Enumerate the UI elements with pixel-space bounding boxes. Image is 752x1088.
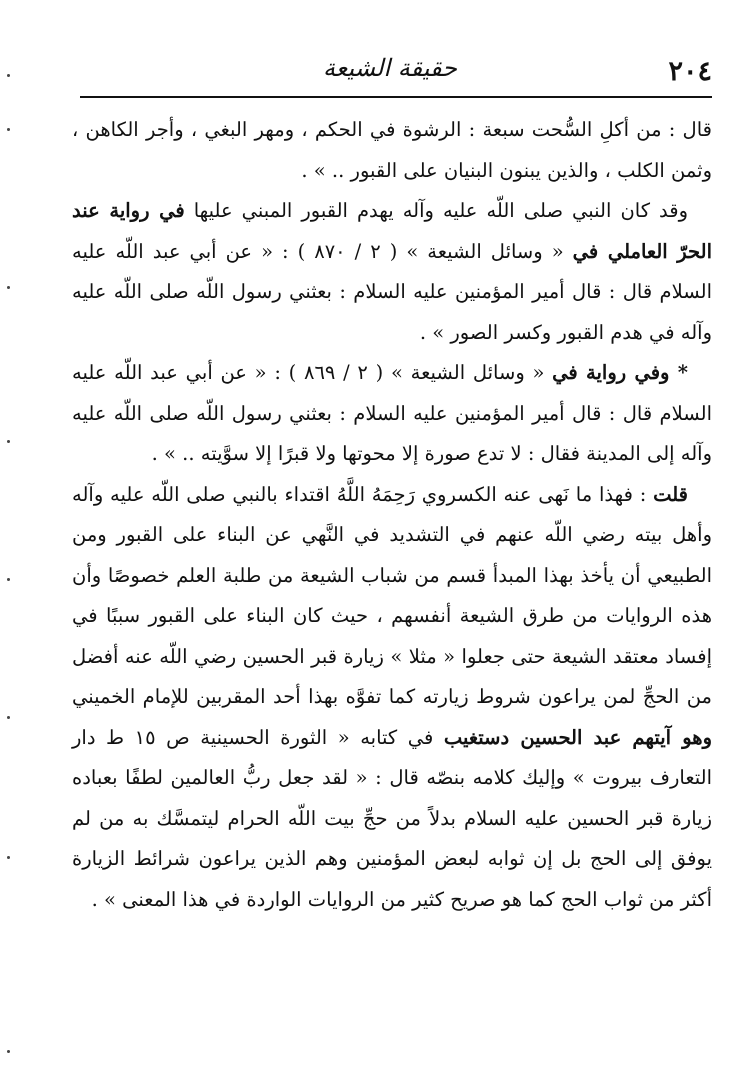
paragraph-sahat-hadith: [72, 110, 712, 191]
paragraph-text: وقد كان النبي صلى اللّه عليه وآله يهدم القبور المبني عليها: [184, 199, 688, 222]
scan-speck: [7, 74, 10, 77]
scan-speck: [7, 128, 10, 131]
bold-phrase: * وفي رواية في: [552, 361, 688, 384]
running-title: حقيقة الشيعة: [323, 54, 457, 82]
paragraph-author-comment: [72, 475, 712, 921]
bold-phrase: وهو آيتهم عبد الحسين دستغيب: [443, 725, 713, 749]
scan-speck: [7, 440, 10, 443]
bold-phrase: قلت: [653, 482, 688, 506]
header-divider: [80, 96, 712, 98]
scan-speck: [7, 1050, 10, 1053]
paragraph-text: : فهذا ما نَهى عنه الكسروي رَحِمَهُ اللَّهُ اقتداء بالنبي صلى اللّه عليه وآله وأهل بيته رضي اللّه عنهم في التشديد في النَّهي عن البناء على القبور ومن الطبيعي أن يأخذ بهذا المبدأ قسم من شباب الشيعة من طلبة العلم خصوصًا وأن هذه الروايات من طرق الشيعة أنفسهم ، حيث كان البناء على القبور سببًا في إفساد معتقد الشيعة حتى جعلوا « مثلا » زيارة قبر الحسين رضي اللّه عنه أفضل من الحجِّ لمن يراعون شروط زيارته كما تفوَّه بهذا أحد المقربين للإمام الخميني: [72, 482, 712, 708]
scan-speck: [7, 856, 10, 859]
paragraph-text: قال : من أكلِ السُّحت سبعة : الرشوة في الحكم ، ومهر البغي ، وأجر الكاهن ، وثمن الكلب ، والذين يبنون البنيان على القبور .. » .: [72, 118, 712, 182]
scan-speck: [7, 286, 10, 289]
paragraph-text: « وسائل الشيعة » ( ٢ / ٨٦٩ ) : « عن أبي عبد اللّه عليه السلام قال : قال أمير المؤمنين عليه السلام : بعثني رسول اللّه صلى اللّه عليه وآله إلى المدينة فقال : لا تدع صورة إلا محوتها ولا قبرًا إلا سوَّيته .. » .: [72, 361, 712, 465]
paragraph-text: « وسائل الشيعة » ( ٢ / ٨٧٠ ) : « عن أبي عبد اللّه عليه السلام قال : قال أمير المؤمنين عليه السلام : بعثني رسول اللّه صلى اللّه عليه وآله في هدم القبور وكسر الصور » .: [72, 239, 712, 344]
scan-speck: [7, 716, 10, 719]
body-text: [72, 110, 712, 920]
paragraph-hurr-amili-narration: [72, 191, 712, 353]
page-number: ٢٠٤: [668, 56, 712, 87]
page-header: [80, 48, 712, 96]
bold-phrase: في رواية عند الحرّ العاملي في: [72, 199, 712, 263]
paragraph-second-narration: [72, 353, 712, 475]
paragraph-text: في كتابه « الثورة الحسينية ص ١٥ ط دار التعارف بيروت » وإليك كلامه بنصّه قال : « لقد جعل ربُّ العالمين لطفًا بعباده زيارة قبر الحسين عليه السلام بدلاً من حجِّ بيت اللّه الحرام ليتمسَّك به من لم يوفق إلى الحج بل إن ثوابه لبعض المؤمنين وهم الذين يراعون شرائط الزيارة أكثر من ثواب الحج كما هو صريح كثير من الروايات الواردة في هذا المعنى » .: [72, 725, 712, 911]
scan-speck: [7, 578, 10, 581]
